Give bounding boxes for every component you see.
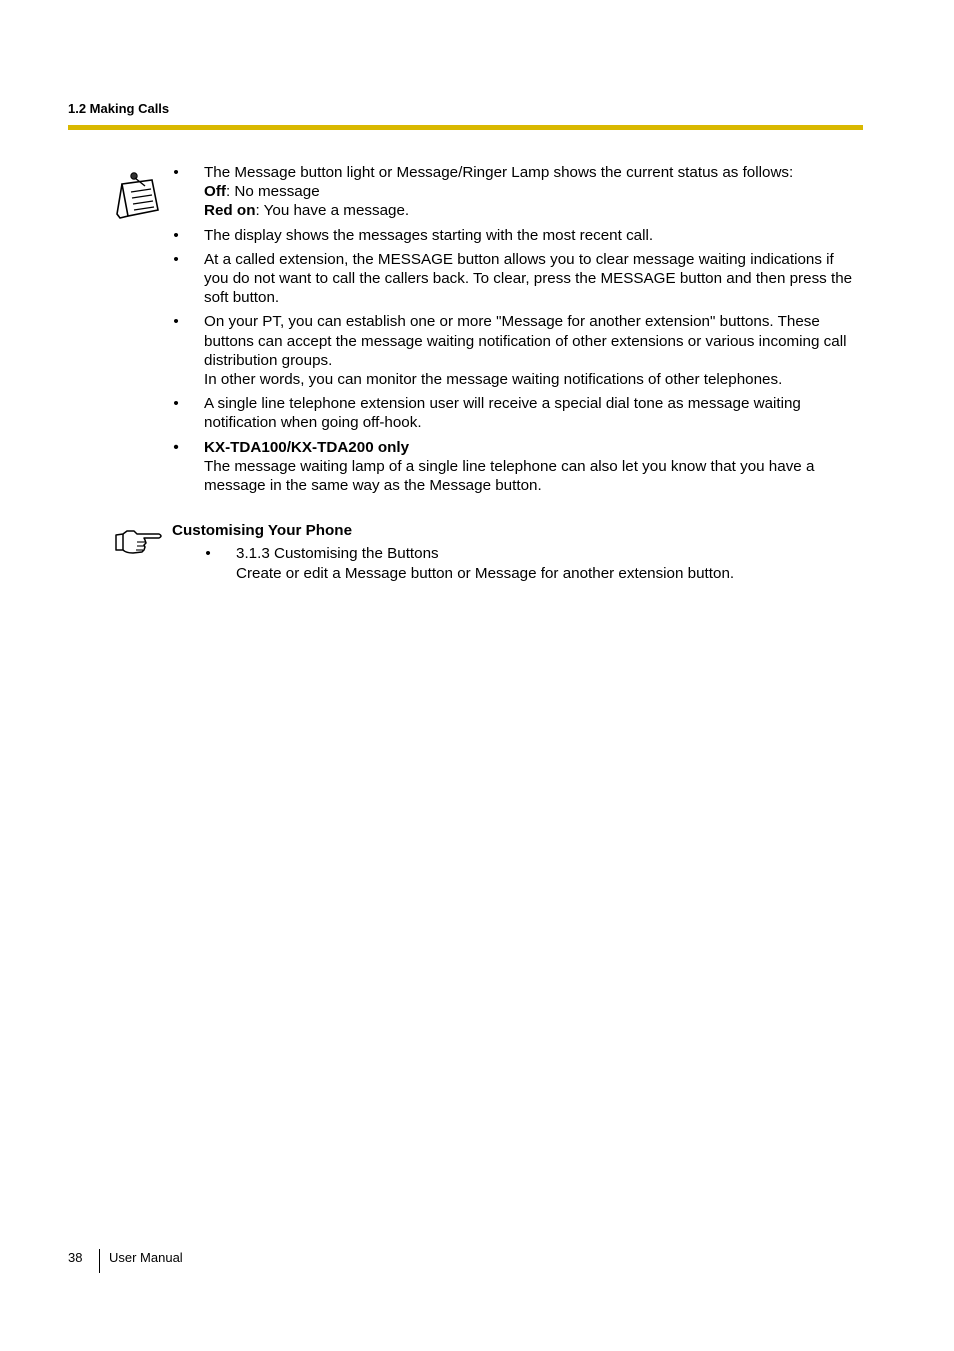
status-desc: : You have a message. [255, 202, 410, 220]
note-text: The message waiting lamp of a single line telephone can also let you know that you have a message in the same way as the Message button. [204, 457, 815, 495]
bullet: • [173, 438, 179, 456]
bullet: • [173, 226, 179, 244]
bullet: • [173, 313, 179, 331]
note-text: A single line telephone extension user will receive a special dial tone as message waiting notification when going off-hook. [204, 395, 801, 432]
note-text: At a called extension, the MESSAGE button allows you to clear message waiting indications if you do not want to call the callers back. To clear, press the MESSAGE button and then press the soft button. [204, 250, 853, 307]
note-item [170, 250, 860, 308]
note-item [170, 394, 860, 432]
note-text: In other words, you can monitor the message waiting notifications of other telephones. [204, 371, 783, 389]
manual-title: User Manual [109, 1250, 183, 1265]
status-off [204, 182, 860, 201]
pointing-hand-icon [113, 528, 165, 556]
page-number: 38 [68, 1250, 83, 1265]
reference-item [202, 544, 852, 583]
reference-title: Customising Your Phone [172, 522, 353, 539]
note-item [170, 163, 860, 221]
note-item [170, 438, 860, 496]
reference-desc: Create or edit a Message button or Message for another extension button. [236, 564, 735, 582]
status-desc: : No message [225, 183, 320, 201]
note-heading: KX-TDA100/KX-TDA200 only [204, 438, 410, 456]
bullet: • [205, 545, 211, 562]
bullet: • [173, 250, 179, 268]
note-item [170, 312, 860, 389]
notes-list [170, 163, 860, 500]
note-text: The Message button light or Message/Ringer Lamp shows the current status as follows: [204, 164, 794, 181]
note-item [170, 226, 860, 245]
header-rule [68, 125, 863, 130]
footer-divider [99, 1249, 100, 1273]
section-header: 1.2 Making Calls [68, 101, 170, 116]
reference-list [202, 544, 852, 583]
reference-link[interactable]: 3.1.3 Customising the Buttons [236, 545, 439, 562]
note-text: On your PT, you can establish one or more "Message for another extension" buttons. These buttons can accept the message waiting notification of other extensions or various incoming call distribution groups. [204, 313, 847, 369]
bullet: • [173, 164, 179, 181]
status-label: Red on [204, 202, 256, 220]
status-label: Off [204, 183, 226, 201]
status-red-on [204, 201, 860, 220]
notepad-icon [112, 166, 164, 228]
note-text: The display shows the messages starting with the most recent call. [204, 226, 654, 244]
bullet: • [173, 395, 179, 413]
